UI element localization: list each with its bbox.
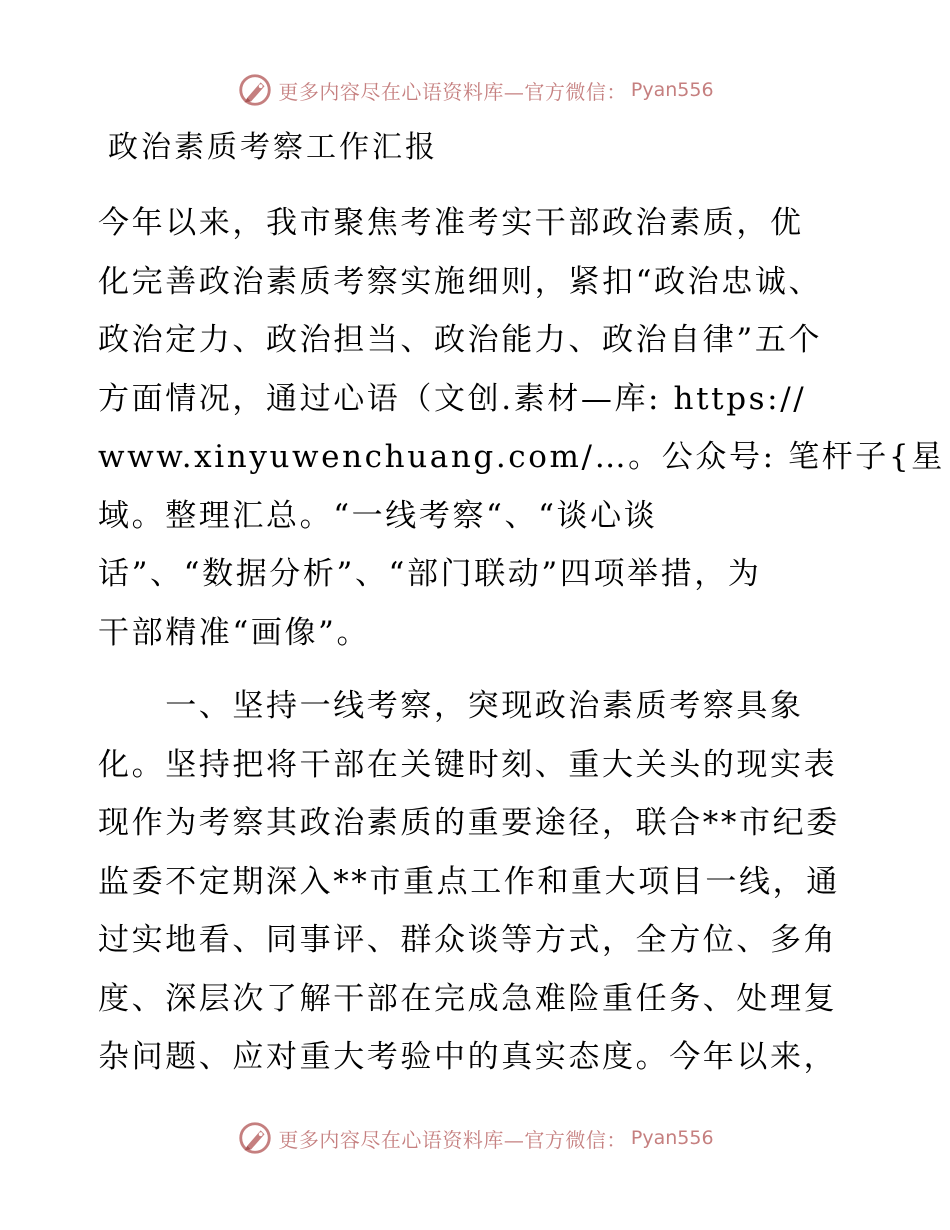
text-line: 度、深层次了解干部在完成急难险重任务、处理复 [98, 980, 838, 1017]
text-line: 话”、“数据分析”、“部门联动”四项举措，为 [98, 556, 762, 592]
text-line: 域。整理汇总。“一线考察“、“谈心谈 [98, 497, 658, 534]
text-line: 一、坚持一线考察，突现政治素质考察具象 [98, 688, 804, 724]
watermark-wechat-id: Pyan556 [630, 1127, 714, 1149]
text-line: 现作为考察其政治素质的重要途径，联合**市纪委 [98, 805, 840, 841]
text-line: 方面情况，通过心语（文创.素材—库: https:// [98, 380, 807, 417]
pen-nib-logo-icon [236, 1119, 274, 1157]
text-line: 杂问题、应对重大考验中的真实态度。今年以来， [98, 1039, 838, 1075]
text-line: 过实地看、同事评、群众谈等方式，全方位、多角 [98, 922, 838, 958]
pen-nib-logo-icon [236, 71, 274, 109]
document-title: 政治素质考察工作汇报 [108, 130, 438, 165]
intro-paragraph [98, 194, 945, 662]
watermark-text: 更多内容尽在心语资料库—官方微信： [278, 79, 627, 104]
watermark-wechat-id: Pyan556 [630, 79, 714, 101]
header-watermark [0, 70, 950, 110]
text-line: 干部精准“画像”。 [98, 614, 371, 651]
text-line: 化。坚持把将干部在关键时刻、重大关头的现实表 [98, 746, 838, 783]
watermark-text: 更多内容尽在心语资料库—官方微信： [278, 1127, 627, 1152]
footer-watermark [0, 1118, 950, 1158]
text-line: www.xinyuwenchuang.com/…。公众号: 笔杆子{星 [98, 439, 945, 475]
text-line: 化完善政治素质考察实施细则，紧扣“政治忠诚、 [98, 263, 823, 300]
text-line: 政治定力、政治担当、政治能力、政治自律”五个 [98, 322, 823, 358]
section-one-paragraph [98, 677, 858, 1087]
text-line: 今年以来，我市聚焦考准考实干部政治素质，优 [98, 205, 804, 241]
text-line: 监委不定期深入**市重点工作和重大项目一线，通 [98, 863, 840, 900]
